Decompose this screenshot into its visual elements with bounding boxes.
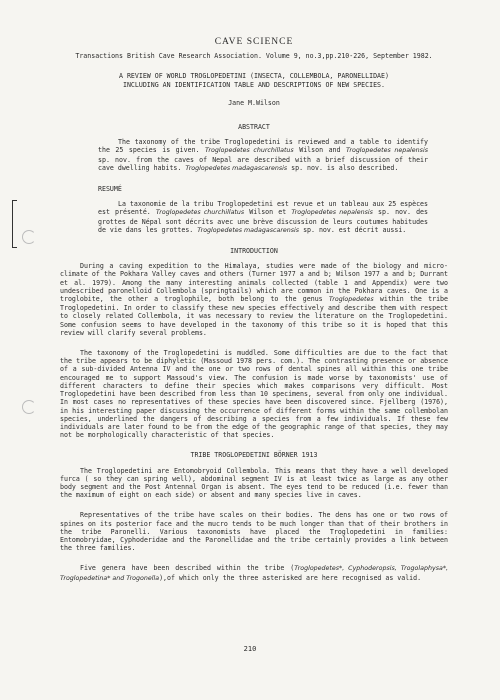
species-name: Troglopedetes madagascarensis bbox=[185, 164, 288, 172]
abstract-text-part: The taxonomy of the tribe Troglopedetini is reviewed and a table to identify the 25 species is given. bbox=[98, 138, 428, 155]
introduction-text-part: During a caving expedition to the Himalaya, studies were made of the biology and micro-climate of the Pokhara Valley caves and others (Turner 1977 a and b; Wilson 1977 a and b; Durrant et al. 1979). Among the many interesting animals collected (table 1 and Appendix) were two undescribed paronelloid Collembola (springtails) which are common in the Pokhara caves. One is a troglobite, the other a troglophile, both belong to the genus bbox=[60, 262, 448, 304]
tribe-paragraph-2: Representatives of the tribe have scales on their bodies. The dens has one or two rows of spines on its posterior face and the mucro tends to be much longer than that of their brothers in the tribe Paronelli. Various taxonomists have placed the Troglopedetini in families: Entomobryidae, Cyphoderidae and the Paronellidae and the tribe certainly provides a link between the three families. bbox=[60, 511, 448, 553]
article-title-line-2: INCLUDING AN IDENTIFICATION TABLE AND DESCRIPTIONS OF NEW SPECIES. bbox=[122, 80, 385, 89]
article-title bbox=[60, 72, 448, 88]
punch-hole-mark bbox=[22, 230, 36, 244]
tribe-heading: TRIBE TROGLOPEDETINI BÖRNER 1913 bbox=[190, 451, 318, 460]
abstract-heading: ABSTRACT bbox=[238, 123, 270, 132]
page-number: 210 bbox=[243, 645, 257, 653]
journal-title: CAVE SCIENCE bbox=[214, 37, 294, 47]
resume-text-part: La taxonomie de la tribu Troglopedetini est revue et un tableau aux 25 espèces est présenté. bbox=[98, 200, 428, 217]
tribe-paragraph-3 bbox=[60, 564, 448, 582]
punch-hole-mark bbox=[22, 400, 36, 414]
resume-text-part: Wilson et bbox=[244, 208, 292, 217]
species-name: Troglopedetes nepalensis bbox=[346, 147, 428, 155]
species-name: Troglopedetes churchillatus bbox=[155, 209, 245, 217]
abstract-text-part: sp. nov. is also described. bbox=[287, 163, 399, 172]
resume-text-part: sp. nov. des grottes de Népal sont décrits avec une brève discussion de leurs coutumes habitudes de vie dans les grottes. bbox=[98, 208, 428, 234]
citation-line: Transactions British Cave Research Association. Volume 9, no.3,pp.210-226, September 1982. bbox=[75, 52, 433, 61]
introduction-text-part: within the tribe Troglopedetini. In order to classify these new species effectively and describe them with respect to closely related Collembola, it was necessary to review the literature on the Troglopedetini. Some confusion seems to have developed in the taxonomy of this tribe so it is hoped that this review will clarify several problems. bbox=[60, 295, 448, 337]
introduction-heading: INTRODUCTION bbox=[230, 247, 278, 256]
margin-bracket-mark bbox=[12, 200, 17, 248]
resume-text bbox=[98, 200, 428, 235]
genus-name: Troglopedetes bbox=[328, 296, 374, 304]
tribe-text-part: Five genera have been described within the tribe ( bbox=[80, 564, 295, 573]
introduction-paragraph-2: The taxonomy of the Troglopedetini is muddled. Some difficulties are due to the fact that the tribe appears to be diphyletic (Massoud 1978 pers. com.). The contrasting presence or absence of a sub-divided Antenna IV and the one or two rows of dental spines all within this one tribe encouraged me to support Massoud's view. The confusion is made worse by taxonomists' use of different characters to define their species which makes comparisons very difficult. Most Troglopedetini have been described from less than 10 specimens, several from only one individual. In most cases no representatives of these species have been discovered since. Fjellberg (1976), in his interesting paper discussing the occurrence of different forms within the same collembolan species, underlined the dangers of describing a species from a few individuals. If these few individuals are later found to be from the edge of the geographic range of that species, they may not be morphologically characteristic of that species. bbox=[60, 349, 448, 440]
article-title-line-1: A REVIEW OF WORLD TROGLOPEDETINI (INSECTA, COLLEMBOLA, PARONELLIDAE) bbox=[119, 72, 389, 81]
genera-list: Troglopedetes*, Cyphoderopsis, Trogolaphysa*, Troglopedetina* and Trogonella bbox=[60, 565, 448, 582]
introduction-paragraph-1 bbox=[60, 262, 448, 337]
species-name: Troglopedetes churchillatus bbox=[205, 147, 294, 155]
resume-heading: RESUMÉ bbox=[98, 185, 122, 194]
abstract-text bbox=[98, 138, 428, 173]
resume-text-part: sp. nov. est décrit aussi. bbox=[299, 225, 407, 234]
document-content bbox=[60, 38, 448, 595]
species-name: Troglopedetes madagascarensis bbox=[197, 226, 300, 234]
species-name: Troglopedetes nepalensis bbox=[291, 209, 373, 217]
abstract-text-part: Wilson and bbox=[293, 146, 347, 155]
tribe-text-part: ),of which only the three asterisked are here recognised as valid. bbox=[159, 573, 422, 582]
author-name: Jane M.Wilson bbox=[228, 98, 280, 107]
tribe-paragraph-1: The Troglopedetini are Entomobryoid Collembola. This means that they have a well developed furca ( so they can spring well), abdominal segment IV is at least twice as large as any other body segment and the Post Antennal Organ is absent. The eyes tend to be reduced (i.e. fewer than the maximum of eight on each side) or absent and many species live in caves. bbox=[60, 466, 448, 500]
abstract-text-part: sp. nov. from the caves of Nepal are described with a brief discussion of their cave dwelling habits. bbox=[98, 155, 428, 172]
